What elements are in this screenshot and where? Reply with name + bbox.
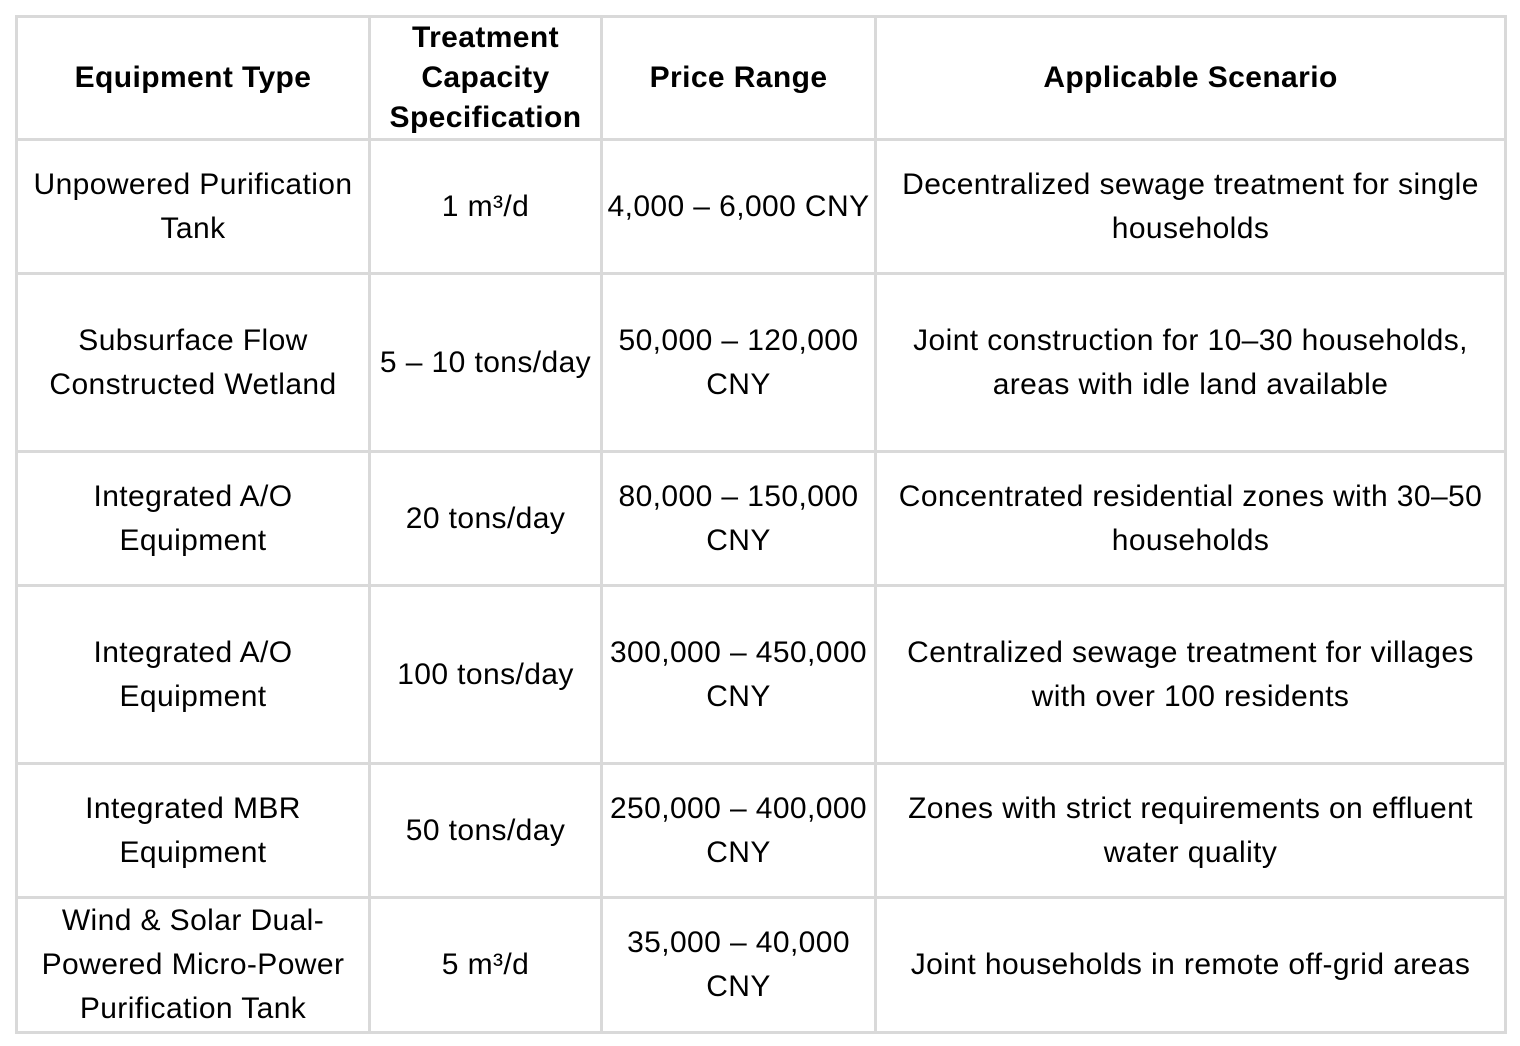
table-row xyxy=(17,274,1506,452)
cell-capacity: 5 m³/d xyxy=(370,898,602,1033)
cell-equipment-type: Integrated MBR Equipment xyxy=(17,764,370,898)
header-price-range: Price Range xyxy=(602,17,876,140)
cell-scenario: Joint households in remote off-grid areas xyxy=(876,898,1506,1033)
cell-equipment-type: Subsurface Flow Constructed Wetland xyxy=(17,274,370,452)
cell-equipment-type: Integrated A/O Equipment xyxy=(17,586,370,764)
cell-price: 50,000 – 120,000 CNY xyxy=(602,274,876,452)
cell-scenario: Zones with strict requirements on effluent water quality xyxy=(876,764,1506,898)
cell-equipment-type: Wind & Solar Dual-Powered Micro-Power Purification Tank xyxy=(17,898,370,1033)
cell-equipment-type: Unpowered Purification Tank xyxy=(17,140,370,274)
cell-price: 4,000 – 6,000 CNY xyxy=(602,140,876,274)
cell-capacity: 20 tons/day xyxy=(370,452,602,586)
table-header-row xyxy=(17,17,1506,140)
table-row xyxy=(17,586,1506,764)
header-capacity: Treatment Capacity Specification xyxy=(370,17,602,140)
cell-price: 35,000 – 40,000 CNY xyxy=(602,898,876,1033)
table-row xyxy=(17,764,1506,898)
header-applicable-scenario: Applicable Scenario xyxy=(876,17,1506,140)
cell-capacity: 1 m³/d xyxy=(370,140,602,274)
table-row xyxy=(17,140,1506,274)
cell-price: 80,000 – 150,000 CNY xyxy=(602,452,876,586)
cell-price: 250,000 – 400,000 CNY xyxy=(602,764,876,898)
cell-capacity: 100 tons/day xyxy=(370,586,602,764)
cell-scenario: Joint construction for 10–30 households, areas with idle land available xyxy=(876,274,1506,452)
header-equipment-type: Equipment Type xyxy=(17,17,370,140)
cell-capacity: 50 tons/day xyxy=(370,764,602,898)
cell-scenario: Decentralized sewage treatment for single households xyxy=(876,140,1506,274)
cell-price: 300,000 – 450,000 CNY xyxy=(602,586,876,764)
cell-equipment-type: Integrated A/O Equipment xyxy=(17,452,370,586)
cell-capacity: 5 – 10 tons/day xyxy=(370,274,602,452)
table-row xyxy=(17,452,1506,586)
cell-scenario: Centralized sewage treatment for villages with over 100 residents xyxy=(876,586,1506,764)
equipment-table xyxy=(15,15,1507,1034)
cell-scenario: Concentrated residential zones with 30–50 households xyxy=(876,452,1506,586)
table-row xyxy=(17,898,1506,1033)
